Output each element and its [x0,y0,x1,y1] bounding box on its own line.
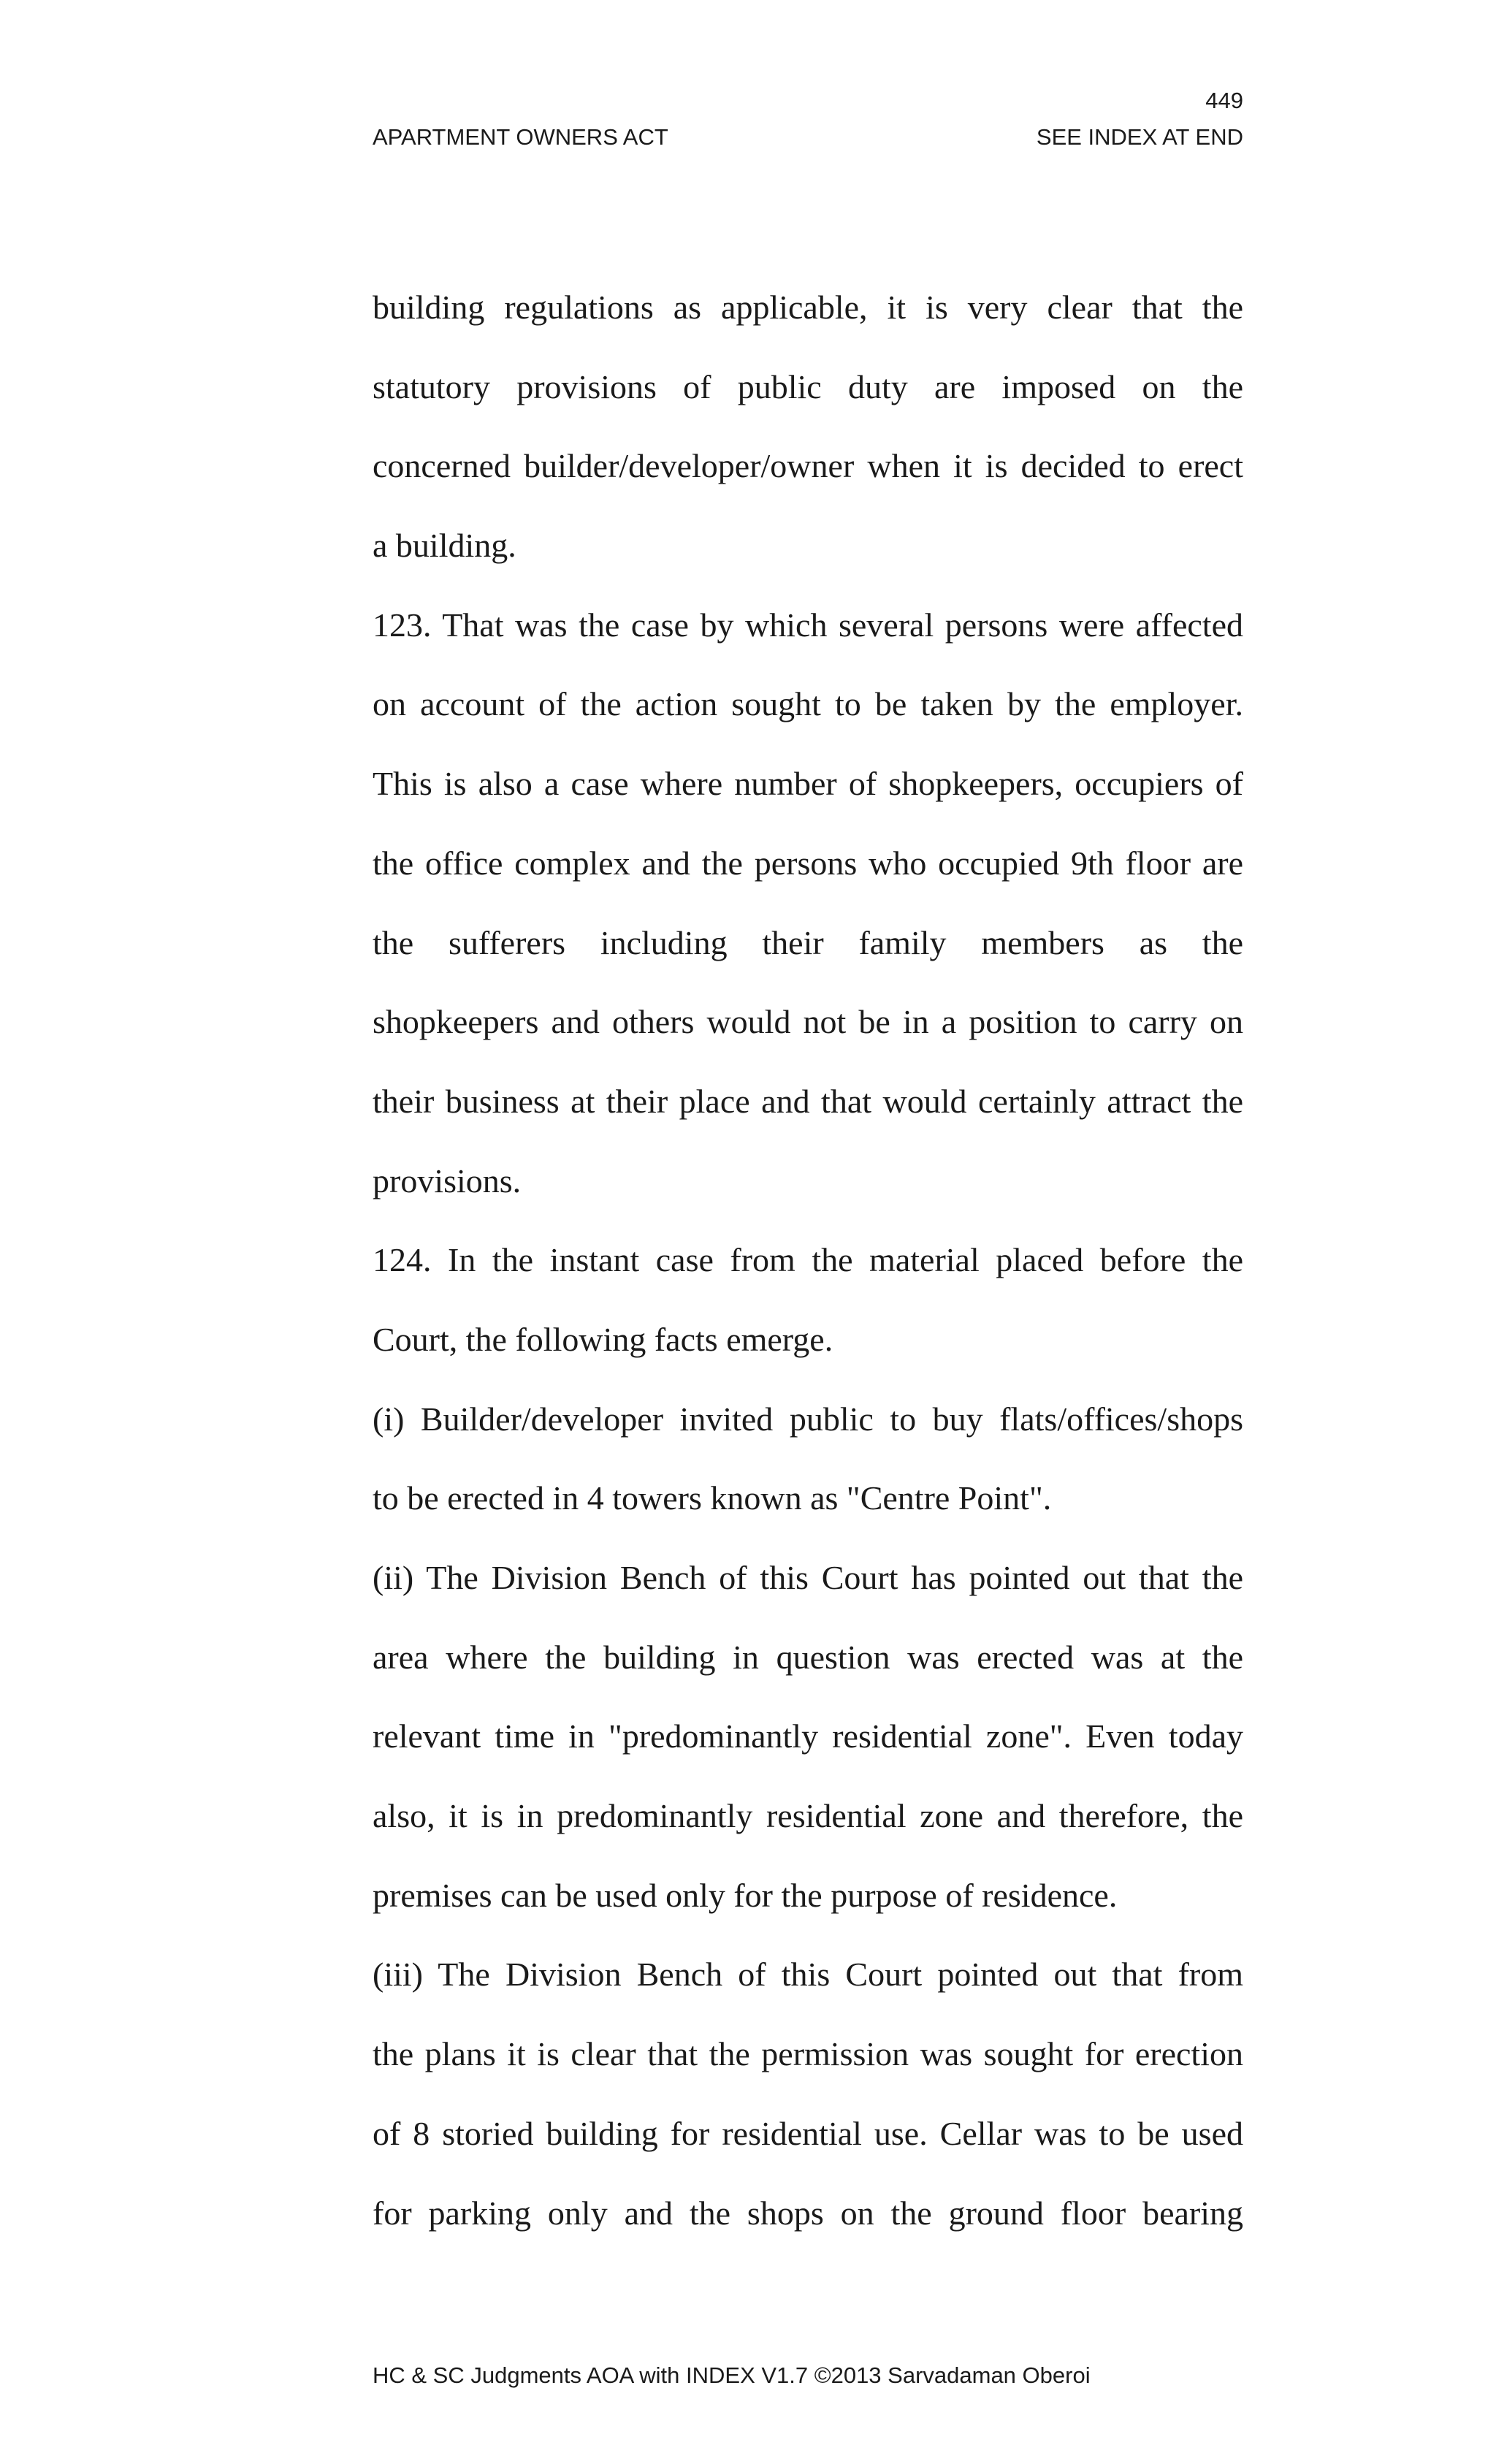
header-title-right: SEE INDEX AT END [1036,124,1243,150]
text-line: a building. [373,527,516,565]
text-line: for parking only and the shops on the ground floor bearing [373,2194,1243,2232]
text-line: their business at their place and that would certainly attract the [373,1082,1243,1120]
text-line: the office complex and the persons who occupied 9th floor are [373,844,1243,882]
text-line: to be erected in 4 towers known as "Centre Point". [373,1479,1052,1517]
text-line: of 8 storied building for residential use. Cellar was to be used [373,2114,1243,2152]
page-number: 449 [1205,88,1243,113]
text-line: the sufferers including their family members as the [373,923,1243,961]
text-line: 123. That was the case by which several persons were affected [373,606,1243,644]
text-line: This is also a case where number of shopkeepers, occupiers of [373,765,1243,803]
text-line: (ii) The Division Bench of this Court has pointed out that the [373,1559,1243,1596]
text-line: (i) Builder/developer invited public to buy flats/offices/shops [373,1400,1243,1438]
text-line: statutory provisions of public duty are imposed on the [373,367,1243,405]
text-line: on account of the action sought to be taken by the employer. [373,685,1243,723]
text-line: (iii) The Division Bench of this Court pointed out that from [373,1956,1243,1994]
text-line: provisions. [373,1162,522,1199]
footer-text: HC & SC Judgments AOA with INDEX V1.7 ©2013 Sarvadaman Oberoi [373,2362,1091,2388]
text-line: building regulations as applicable, it is very clear that the [373,289,1243,326]
text-line: area where the building in question was erected was at the [373,1638,1243,1676]
text-line: also, it is in predominantly residential zone and therefore, the [373,1797,1243,1835]
body-text [373,268,1243,2253]
text-line: 124. In the instant case from the material placed before the [373,1241,1243,1279]
text-line: relevant time in "predominantly residential zone". Even today [373,1717,1243,1755]
text-line: concerned builder/developer/owner when it is decided to erect [373,447,1243,485]
header-title-left: APARTMENT OWNERS ACT [373,124,668,150]
text-line: premises can be used only for the purpose of residence. [373,1876,1118,1914]
text-line: the plans it is clear that the permission was sought for erection [373,2035,1243,2073]
running-header [373,121,1243,153]
text-line: shopkeepers and others would not be in a position to carry on [373,1003,1243,1041]
text-line: Court, the following facts emerge. [373,1320,833,1358]
